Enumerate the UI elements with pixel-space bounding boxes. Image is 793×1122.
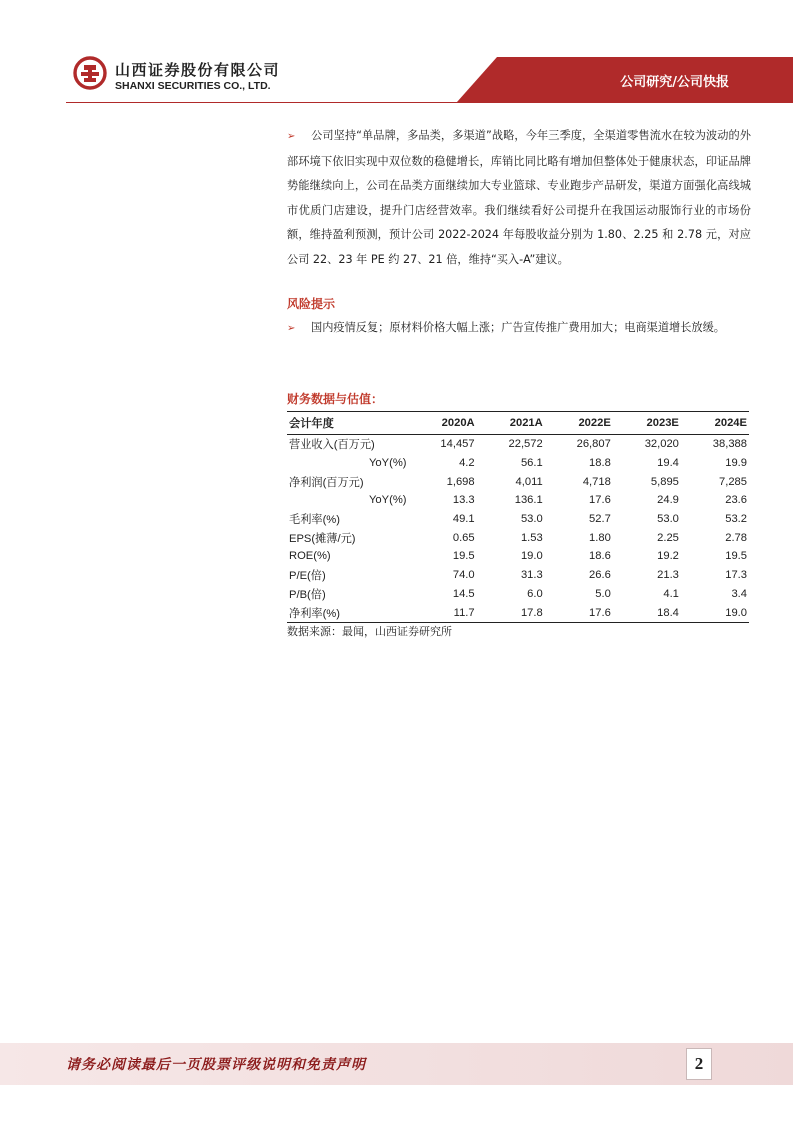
- cell: 18.8: [589, 457, 611, 470]
- cell: 7,285: [719, 475, 747, 488]
- risk-text: 国内疫情反复；原材料价格大幅上涨；广告宣传推广费用加大；电商渠道增长放缓。: [311, 321, 725, 334]
- cell: 19.5: [452, 550, 475, 563]
- cell: 74.0: [452, 569, 475, 582]
- company-logo-icon: [73, 56, 107, 90]
- cell: 53.0: [520, 513, 543, 526]
- summary-text: 公司坚持“单品牌，多品类，多渠道”战略，今年三季度，全渠道零售流水在较为波动的外部环境下依旧实现中双位数的稳健增长，库销比同比略有增加但整体处于健康状态，印证品牌势能继续向上，公司在品类方面继续加大专业篮球、专业跑步产品研发，渠道方面强化高线城市优质门店建设，提升门店经营效率。我们继续看好公司提升在我国运动服饰行业的市场份额，维持盈利预测，预计公司 2022-2024 年每股收益分别为 1.80、2.25 和 2.78 元，对应公司 22、23 年 PE 约 27、21 倍，维持“买入-A”建议。: [287, 129, 751, 266]
- cell: 17.6: [545, 603, 613, 622]
- table-header-cell: 2020A: [409, 412, 477, 435]
- cell: 26.6: [589, 569, 611, 582]
- cell: 14.5: [452, 587, 475, 600]
- table-row: [287, 510, 749, 529]
- summary-paragraph: [287, 124, 751, 273]
- financials-title: 财务数据与估值：: [287, 392, 384, 406]
- cell: 21.3: [657, 569, 679, 582]
- risk-title: 风险提示: [287, 297, 336, 311]
- cell: 1.80: [589, 531, 611, 544]
- row-label: ROE(%): [289, 550, 331, 563]
- table-row: [287, 585, 749, 604]
- table-row: [287, 491, 749, 510]
- cell: 32,020: [644, 438, 679, 451]
- table-header-cell: 2024E: [681, 412, 749, 435]
- cell: 3.4: [731, 587, 747, 600]
- cell: 4.2: [459, 457, 475, 470]
- cell: 19.0: [520, 550, 543, 563]
- cell: 56.1: [520, 457, 543, 470]
- page-header: [0, 0, 793, 106]
- cell: 53.2: [725, 513, 747, 526]
- row-label: 营业收入(百万元): [289, 439, 375, 452]
- section-tag: 公司研究/公司快报: [620, 75, 729, 90]
- row-label: 净利润(百万元): [289, 476, 364, 489]
- arrow-right-icon: ➢: [287, 131, 296, 142]
- table-header-cell: 2021A: [477, 412, 545, 435]
- cell: 52.7: [589, 513, 611, 526]
- cell: 17.8: [477, 603, 545, 622]
- cell: 24.9: [657, 494, 679, 507]
- footer-disclaimer: 请务必阅读最后一页股票评级说明和免责声明: [66, 1057, 366, 1073]
- cell: 136.1: [514, 494, 543, 507]
- header-rule: [66, 102, 793, 103]
- table-row: [287, 435, 749, 454]
- table-row: [287, 472, 749, 491]
- table-row: [287, 566, 749, 585]
- page-number: 2: [686, 1048, 712, 1080]
- cell: 19.2: [657, 550, 679, 563]
- cell: 17.3: [725, 569, 747, 582]
- cell: 11.7: [409, 603, 477, 622]
- cell: 2.25: [657, 531, 679, 544]
- row-label: 净利率(%): [287, 603, 409, 622]
- cell: 6.0: [527, 587, 543, 600]
- cell: 19.0: [681, 603, 749, 622]
- row-label: P/B(倍): [289, 588, 326, 601]
- table-row: [287, 454, 749, 473]
- cell: 19.5: [725, 550, 747, 563]
- table-header-cell: 会计年度: [287, 412, 409, 435]
- table-header-row: [287, 412, 749, 435]
- cell: 14,457: [440, 438, 475, 451]
- arrow-right-icon: ➢: [287, 323, 296, 334]
- cell: 1,698: [446, 475, 475, 488]
- row-label: P/E(倍): [289, 570, 326, 583]
- risk-item: [287, 316, 757, 341]
- cell: 4.1: [663, 587, 679, 600]
- cell: 23.6: [725, 494, 747, 507]
- cell: 22,572: [508, 438, 543, 451]
- cell: 4,718: [582, 475, 611, 488]
- cell: 4,011: [515, 475, 543, 488]
- company-name-en: SHANXI SECURITIES CO., LTD.: [115, 80, 271, 92]
- table-row: [287, 547, 749, 566]
- cell: 1.53: [520, 531, 543, 544]
- row-label: YoY(%): [369, 494, 407, 507]
- cell: 0.65: [452, 531, 475, 544]
- summary-section: [287, 124, 751, 273]
- cell: 26,807: [576, 438, 611, 451]
- cell: 53.0: [657, 513, 679, 526]
- cell: 18.4: [613, 603, 681, 622]
- cell: 38,388: [712, 438, 747, 451]
- financials-table: [287, 411, 749, 623]
- cell: 13.3: [452, 494, 475, 507]
- row-label: EPS(摊薄/元): [289, 532, 356, 545]
- cell: 49.1: [452, 513, 475, 526]
- company-name-cn: 山西证券股份有限公司: [115, 61, 281, 79]
- cell: 2.78: [725, 531, 747, 544]
- table-header-cell: 2022E: [545, 412, 613, 435]
- table-row: [287, 603, 749, 622]
- table-header-cell: 2023E: [613, 412, 681, 435]
- cell: 19.9: [725, 457, 747, 470]
- cell: 17.6: [589, 494, 611, 507]
- cell: 18.6: [589, 550, 611, 563]
- cell: 5.0: [595, 587, 611, 600]
- data-source-note: 数据来源：最闻，山西证券研究所: [287, 625, 452, 638]
- cell: 19.4: [657, 457, 679, 470]
- cell: 5,895: [650, 475, 679, 488]
- row-label: 毛利率(%): [289, 514, 340, 527]
- table-row: [287, 528, 749, 547]
- cell: 31.3: [520, 569, 543, 582]
- row-label: YoY(%): [369, 457, 407, 470]
